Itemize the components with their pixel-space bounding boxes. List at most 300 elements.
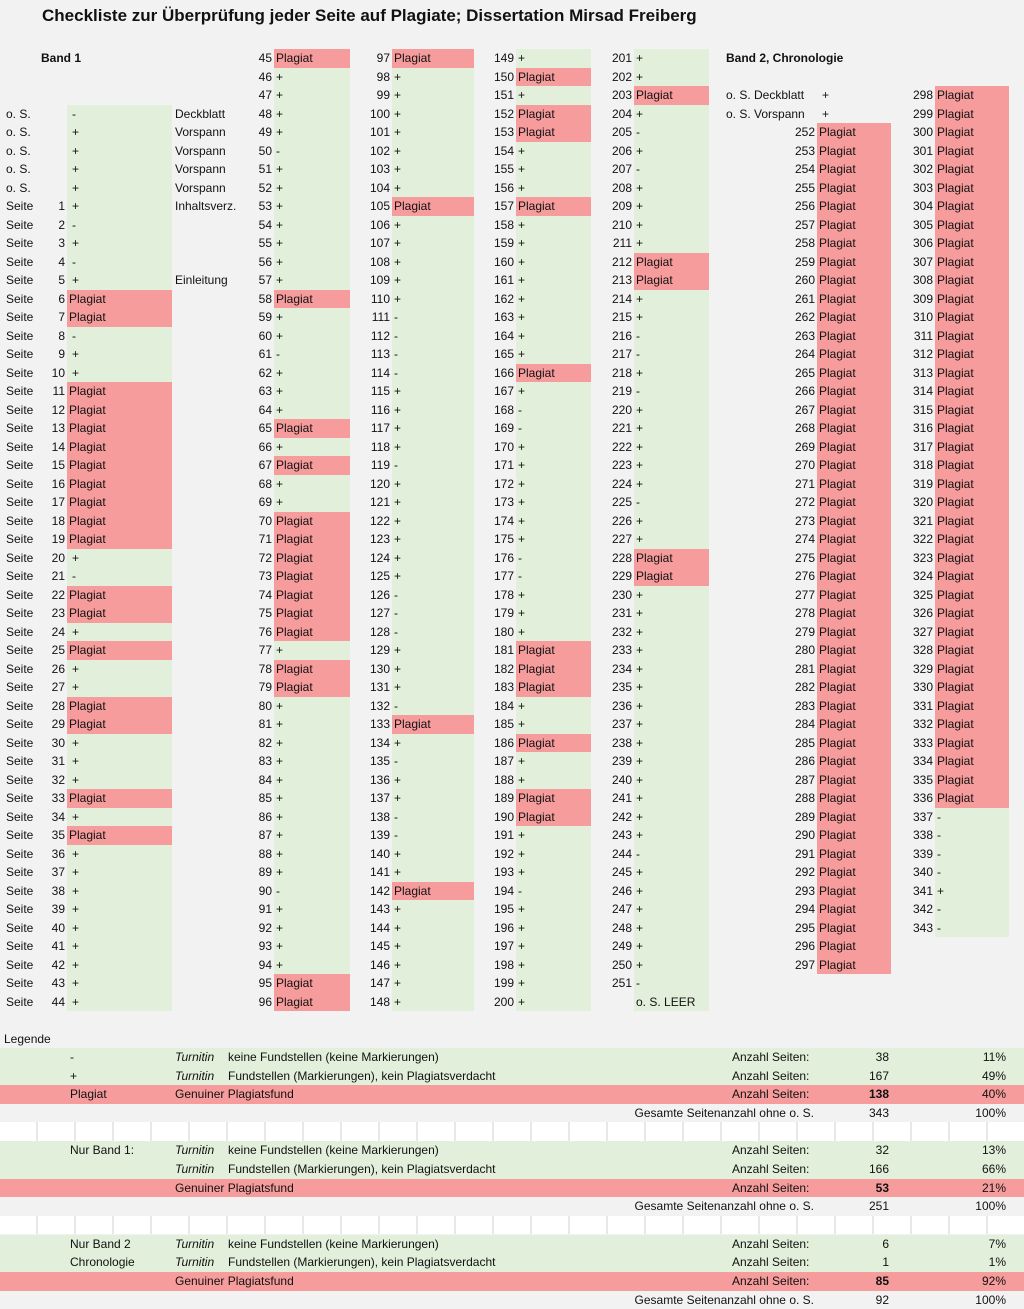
page-number: 24 [51,624,65,639]
mark-symbol: + [276,698,284,713]
mark-cell [817,826,891,845]
plagiat-mark: Plagiat [394,199,431,213]
mark-cell [516,937,591,956]
page-number: 128 [369,624,390,639]
mark-symbol: + [636,883,644,898]
legend-percent: 13% [981,1143,1006,1158]
page-label: Seite [6,532,34,546]
mark-cell [516,752,591,771]
page-number: 12 [51,402,65,417]
mark-cell [634,715,709,734]
mark-cell [817,641,891,660]
mark-cell [817,271,891,290]
page-label: Seite [6,791,34,805]
mark-cell [516,771,591,790]
page-number: 224 [611,476,632,491]
page-number: 146 [369,957,390,972]
mark-cell [392,530,474,549]
legend-title: Legende [4,1032,51,1046]
legend-total-label: Gesamte Seitenanzahl ohne o. S. [634,1199,814,1214]
mark-cell [634,567,709,586]
plagiat-mark: Plagiat [69,402,106,417]
page-number: 329 [912,661,933,676]
legend-percent: 11% [982,1050,1006,1064]
plagiat-mark: Plagiat [819,458,856,472]
page-number: 42 [51,957,65,972]
mark-symbol: - [394,328,398,343]
mark-cell [392,789,474,808]
mark-cell [935,364,1009,383]
page-number: 199 [493,976,514,990]
page-label: Seite [6,920,34,935]
mark-cell [516,456,591,475]
page-number: 306 [912,236,933,250]
plagiat-mark: Plagiat [819,180,856,195]
legend-percent: 66% [981,1162,1006,1176]
mark-symbol: - [72,254,76,269]
page-number: 319 [912,476,933,491]
mark-cell [817,160,891,179]
mark-cell [634,68,709,87]
page-number: 122 [369,513,390,528]
plagiat-mark: Plagiat [636,273,673,287]
page-number: 325 [912,587,933,602]
page-number: 27 [51,680,65,694]
page-number: 215 [611,310,632,324]
mark-cell [935,345,1009,364]
mark-cell [817,808,891,827]
mark-symbol: - [636,846,640,861]
page-number: 304 [912,199,933,213]
mark-cell [274,882,350,901]
page-number: 303 [912,180,933,195]
mark-cell [634,160,709,179]
page-number: 104 [369,180,390,195]
page-number: 126 [369,587,390,602]
page-number: 201 [611,51,632,65]
mark-cell [935,271,1009,290]
mark-cell [935,234,1009,253]
mark-cell [634,271,709,290]
mark-cell [274,641,350,660]
mark-symbol: - [518,883,522,898]
mark-cell [274,993,350,1012]
page-label: Seite [6,347,34,361]
mark-cell [274,327,350,346]
page-number: 15 [51,458,65,472]
page-number: 178 [493,587,514,602]
page-number: 226 [611,513,632,528]
page-number: 318 [912,458,933,472]
mark-symbol: + [72,939,80,953]
mark-cell [634,974,709,993]
mark-symbol: + [394,254,402,269]
plagiat-mark: Plagiat [937,384,974,398]
page-number: 171 [493,458,514,472]
mark-cell [392,290,474,309]
mark-symbol: + [518,254,526,269]
mark-cell [274,382,350,401]
legend-description: keine Fundstellen (keine Markierungen) [228,1236,439,1251]
page-number: 170 [493,439,514,454]
page-number: 341 [912,883,933,898]
mark-symbol: + [518,698,526,713]
mark-cell [392,160,474,179]
mark-cell [634,882,709,901]
mark-symbol: + [518,513,526,528]
mark-cell [392,327,474,346]
legend-count: 6 [882,1236,889,1251]
plagiat-mark: Plagiat [937,421,974,435]
page-number: 253 [794,143,815,158]
mark-cell [67,641,172,660]
plagiat-mark: Plagiat [819,476,856,491]
mark-cell [67,826,172,845]
mark-symbol: - [636,495,640,509]
page-number: 50 [258,143,272,158]
mark-symbol: + [394,476,402,491]
mark-cell [274,253,350,272]
mark-cell [516,567,591,586]
page-number: 76 [258,624,272,639]
mark-symbol: + [276,162,284,176]
mark-cell [935,123,1009,142]
page-number: 191 [493,828,514,842]
page-number: 238 [611,735,632,750]
legend-count: 167 [868,1068,889,1083]
mark-cell [817,586,891,605]
page-number: 315 [912,402,933,417]
mark-symbol: + [276,643,284,657]
mark-symbol: + [394,513,402,528]
page-number: 210 [611,217,632,232]
mark-symbol: + [276,828,284,842]
mark-symbol: + [276,180,284,195]
mark-cell [634,419,709,438]
page-number: 296 [794,939,815,953]
mark-cell [392,234,474,253]
page-label: Seite [6,384,34,398]
mark-symbol: - [276,883,280,898]
mark-symbol: + [518,846,526,861]
mark-cell [935,752,1009,771]
mark-cell [392,586,474,605]
page-number: 308 [912,273,933,287]
page-number: 36 [51,846,65,861]
mark-symbol: + [394,162,402,176]
page-number: 225 [611,495,632,509]
mark-symbol: + [394,88,402,102]
legend-symbol: + [70,1068,78,1083]
mark-symbol: + [636,624,644,639]
mark-cell [67,382,172,401]
mark-cell [817,530,891,549]
page-number: 195 [493,902,514,916]
mark-cell [392,253,474,272]
plagiat-mark: Plagiat [819,624,856,639]
mark-symbol: + [636,680,644,694]
mark-symbol: + [394,735,402,750]
page-number: 9 [58,347,65,361]
page-label: Seite [6,328,34,343]
page-number: 339 [912,846,933,861]
legend-description: Genuiner Plagiatsfund [175,1087,294,1102]
legend-description: Genuiner Plagiatsfund [175,1274,294,1288]
page-number: 174 [493,513,514,528]
page-number: 256 [794,199,815,213]
mark-symbol: + [276,772,284,787]
mark-cell [274,697,350,716]
section-label: Vorspann [175,180,226,195]
mark-cell [935,734,1009,753]
mark-cell [274,512,350,531]
page-label: Seite [6,754,34,768]
page-number: 60 [258,328,272,343]
page-number: 4 [58,254,65,269]
page-number: 95 [258,976,272,990]
mark-symbol: + [518,291,526,306]
page-number: 20 [51,550,65,565]
band2-os-label: o. S. Deckblatt [726,88,805,102]
mark-symbol: + [822,106,830,121]
mark-symbol: - [72,328,76,343]
mark-cell [516,160,591,179]
page-number: 81 [258,717,272,731]
mark-cell [274,401,350,420]
plagiat-mark: Plagiat [937,532,974,546]
mark-symbol: + [518,920,526,935]
page-number: 115 [370,384,390,398]
mark-cell [634,290,709,309]
legend-percent: 1% [988,1255,1006,1270]
page-number: 11 [52,384,65,398]
mark-symbol: - [518,402,522,417]
page-number: 299 [912,106,933,121]
page-number: 92 [258,920,272,935]
page-number: 72 [258,550,272,565]
mark-cell [67,271,172,290]
mark-symbol: + [518,532,526,546]
mark-symbol: + [518,217,526,232]
mark-symbol: + [72,180,80,195]
mark-symbol: + [518,957,526,972]
legend-tool: Turnitin [175,1068,215,1083]
mark-cell [634,86,709,105]
band2-header: Band 2, Chronologie [726,51,844,65]
plagiat-mark: Plagiat [276,680,313,694]
mark-symbol: + [276,809,284,824]
mark-symbol: + [394,421,402,435]
mark-symbol: + [276,88,284,102]
page-number: 63 [258,384,272,398]
mark-cell [634,641,709,660]
page-number: 228 [611,550,632,565]
mark-symbol: + [636,957,644,972]
page-label: Seite [6,809,34,824]
page-number: 59 [258,310,272,324]
mark-symbol: + [636,291,644,306]
mark-symbol: + [518,587,526,602]
legend-count: 166 [868,1162,889,1176]
mark-symbol: + [72,920,80,935]
page-number: 130 [369,661,390,676]
mark-symbol: + [636,698,644,713]
mark-symbol: + [72,865,80,879]
mark-cell [274,752,350,771]
mark-cell [516,808,591,827]
page-number: 55 [258,236,272,250]
page-number: 309 [912,291,933,306]
plagiat-mark: Plagiat [819,661,856,676]
mark-cell [516,253,591,272]
page-number: 204 [611,106,632,121]
mark-cell [634,345,709,364]
mark-cell [634,49,709,68]
mark-cell [935,641,1009,660]
page-label: Seite [6,624,34,639]
mark-cell [935,253,1009,272]
mark-cell [516,919,591,938]
mark-cell [817,956,891,975]
plagiat-mark: Plagiat [69,828,106,842]
page-number: 194 [493,883,514,898]
page-number: 40 [51,920,65,935]
page-number: 221 [611,421,632,435]
page-number: 187 [493,754,514,768]
mark-symbol: + [72,846,80,861]
section-label: Vorspann [175,162,226,176]
mark-cell [634,586,709,605]
page-number: 245 [611,865,632,879]
mark-cell [392,993,474,1012]
mark-cell [516,438,591,457]
mark-symbol: + [276,439,284,454]
mark-cell [274,234,350,253]
mark-cell [392,456,474,475]
page-number: 239 [611,754,632,768]
mark-symbol: + [518,88,526,102]
plagiat-mark: Plagiat [819,162,856,176]
page-number: 161 [493,273,514,287]
page-number: 288 [794,791,815,805]
mark-cell [274,308,350,327]
mark-symbol: + [394,772,402,787]
mark-cell [817,919,891,938]
page-number: 252 [794,125,815,139]
page-number: 241 [611,791,632,805]
page-number: 108 [369,254,390,269]
mark-cell [634,105,709,124]
legend-tool: Turnitin [175,1162,215,1176]
page-number: 197 [493,939,514,953]
section-label: Inhaltsverz. [175,199,237,213]
mark-symbol: + [636,902,644,916]
mark-cell [817,308,891,327]
mark-symbol: + [636,606,644,620]
mark-symbol: + [518,143,526,158]
plagiat-mark: Plagiat [819,865,856,879]
page-number: 159 [493,236,514,250]
mark-symbol: + [72,199,80,213]
plagiat-mark: Plagiat [518,125,555,139]
page-number: 37 [51,865,65,879]
plagiat-mark: Plagiat [937,569,974,583]
mark-symbol: + [518,51,526,65]
plagiat-mark: Plagiat [69,439,106,454]
plagiat-mark: Plagiat [937,125,974,139]
mark-symbol: + [276,939,284,953]
mark-cell [817,715,891,734]
page-number: 322 [912,532,933,546]
mark-cell [392,567,474,586]
mark-symbol: + [518,495,526,509]
mark-cell [516,789,591,808]
page-number: 124 [369,550,390,565]
mark-cell [274,364,350,383]
page-number: 189 [493,791,514,805]
plagiat-mark: Plagiat [276,532,313,546]
mark-cell [516,364,591,383]
mark-cell [634,678,709,697]
plagiat-mark: Plagiat [819,550,856,565]
legend-total-label: Gesamte Seitenanzahl ohne o. S. [634,1105,814,1120]
mark-symbol: + [72,754,80,768]
page-number: 222 [611,439,632,454]
page-number: 233 [611,643,632,657]
plagiat-mark: Plagiat [937,772,974,787]
mark-cell [67,882,172,901]
mark-cell [516,974,591,993]
page-label: o. S. [6,162,31,176]
mark-cell [634,308,709,327]
page-number: 342 [912,902,933,916]
page-number: 2 [58,217,65,232]
page-number: 102 [369,143,390,158]
mark-cell [392,86,474,105]
plagiat-mark: Plagiat [276,976,313,990]
plagiat-mark: Plagiat [819,606,856,620]
page-number: 328 [912,643,933,657]
mark-symbol: + [72,772,80,787]
mark-symbol: - [937,865,941,879]
page-label: Seite [6,587,34,602]
page-number: 23 [51,606,65,620]
page-number: 212 [611,254,632,269]
mark-cell [634,771,709,790]
mark-symbol: + [636,458,644,472]
mark-cell [634,216,709,235]
mark-cell [516,290,591,309]
page-number: 229 [611,569,632,583]
page-number: 160 [493,254,514,269]
page-number: 192 [493,846,514,861]
mark-cell [274,179,350,198]
page-number: 49 [258,125,272,139]
mark-symbol: + [518,828,526,842]
mark-cell [392,974,474,993]
page-number: 21 [51,569,65,583]
page-number: 5 [58,273,65,287]
page-number: 7 [58,310,65,324]
mark-cell [67,142,172,161]
plagiat-mark: Plagiat [937,791,974,805]
mark-symbol: + [394,957,402,972]
mark-cell [67,974,172,993]
mark-cell [392,179,474,198]
plagiat-mark: Plagiat [937,624,974,639]
legend-percent: 49% [981,1068,1006,1083]
mark-cell [274,345,350,364]
